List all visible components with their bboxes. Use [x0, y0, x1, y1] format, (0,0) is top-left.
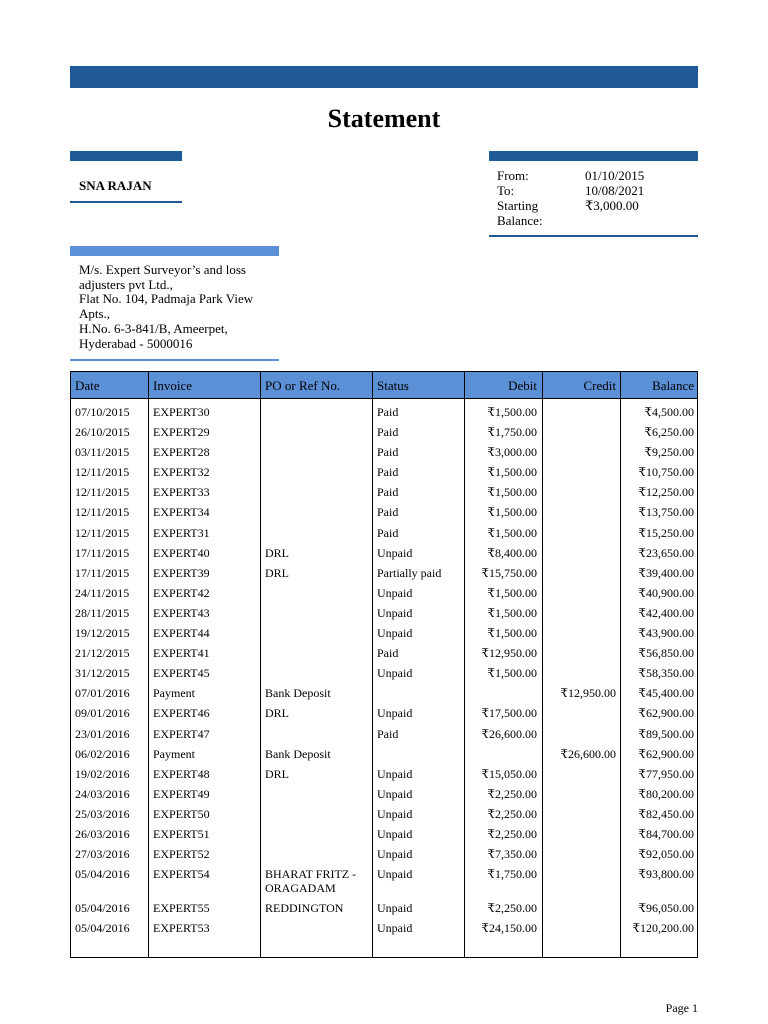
cell-date: 24/03/2016 [75, 786, 130, 801]
cell-status: Unpaid [377, 847, 413, 862]
cell-po-ref: DRL [265, 565, 289, 580]
header-credit: Credit [583, 378, 616, 393]
table-row [71, 403, 697, 423]
cell-balance: ₹13,750.00 [638, 505, 694, 520]
cell-debit: ₹1,500.00 [487, 465, 537, 480]
cell-status: Unpaid [377, 706, 413, 721]
cell-invoice: EXPERT49 [153, 786, 210, 801]
header-status: Status [377, 378, 409, 393]
cell-debit: ₹1,500.00 [487, 485, 537, 500]
table-row [71, 443, 697, 463]
cell-credit: ₹12,950.00 [560, 686, 616, 701]
cell-invoice: EXPERT55 [153, 900, 210, 915]
table-row [71, 564, 697, 584]
cell-status: Paid [377, 405, 399, 419]
cell-debit: ₹2,250.00 [487, 786, 537, 801]
cell-debit: ₹1,500.00 [487, 626, 537, 641]
cell-debit: ₹15,050.00 [481, 766, 537, 781]
cell-invoice: EXPERT29 [153, 425, 210, 440]
cell-balance: ₹40,900.00 [638, 585, 694, 600]
cell-invoice: EXPERT44 [153, 626, 210, 641]
cell-invoice: EXPERT34 [153, 505, 210, 520]
cell-balance: ₹89,500.00 [638, 726, 694, 741]
cell-debit: ₹2,250.00 [487, 826, 537, 841]
table-row [71, 684, 697, 704]
cell-debit: ₹2,250.00 [487, 806, 537, 821]
cell-balance: ₹62,900.00 [638, 746, 694, 761]
customer-underline [70, 201, 182, 203]
cell-status: Paid [377, 485, 399, 500]
cell-date: 09/01/2016 [75, 706, 130, 721]
table-row [71, 725, 697, 745]
table-row [71, 644, 697, 664]
starting-balance-label-2: Balance: [497, 213, 543, 228]
cell-date: 31/12/2015 [75, 666, 130, 681]
cell-date: 05/04/2016 [75, 920, 130, 935]
address-line: M/s. Expert Surveyor’s and loss [79, 262, 246, 277]
cell-invoice: Payment [153, 746, 195, 761]
cell-status: Paid [377, 646, 399, 661]
cell-date: 23/01/2016 [75, 726, 130, 741]
table-row [71, 624, 697, 644]
cell-invoice: EXPERT33 [153, 485, 210, 500]
table-row [71, 483, 697, 503]
header-balance: Balance [652, 378, 694, 393]
cell-balance: ₹4,500.00 [644, 405, 694, 419]
table-row [71, 919, 697, 939]
header-bar [70, 66, 698, 88]
cell-balance: ₹80,200.00 [638, 786, 694, 801]
cell-debit: ₹3,000.00 [487, 445, 537, 460]
cell-invoice: EXPERT45 [153, 666, 210, 681]
to-label: To: [497, 183, 515, 198]
table-header [71, 372, 697, 399]
cell-date: 19/02/2016 [75, 766, 130, 781]
cell-status: Paid [377, 505, 399, 520]
cell-status: Unpaid [377, 826, 413, 841]
header-invoice: Invoice [153, 378, 192, 393]
cell-balance: ₹15,250.00 [638, 525, 694, 540]
cell-date: 07/10/2015 [75, 405, 130, 419]
cell-date: 17/11/2015 [75, 545, 130, 560]
table-row [71, 785, 697, 805]
address-line: Hyderabad - 5000016 [79, 335, 193, 351]
cell-date: 27/03/2016 [75, 847, 130, 862]
cell-invoice: EXPERT43 [153, 605, 210, 620]
cell-invoice: EXPERT39 [153, 565, 210, 580]
page-number: Page 1 [665, 1001, 698, 1015]
cell-status: Unpaid [377, 900, 413, 915]
table-row [71, 463, 697, 483]
cell-debit: ₹1,500.00 [487, 585, 537, 600]
cell-status: Paid [377, 465, 399, 480]
starting-balance-label-1: Starting [497, 198, 539, 213]
cell-status: Paid [377, 726, 399, 741]
cell-balance: ₹45,400.00 [638, 686, 694, 701]
cell-date: 28/11/2015 [75, 605, 130, 620]
statement-info [497, 168, 695, 228]
cell-balance: ₹6,250.00 [644, 425, 694, 440]
info-underline [489, 235, 698, 237]
cell-date: 12/11/2015 [75, 525, 130, 540]
cell-debit: ₹15,750.00 [481, 565, 537, 580]
from-value: 01/10/2015 [585, 168, 645, 183]
cell-date: 26/10/2015 [75, 425, 130, 440]
table-row [71, 604, 697, 624]
cell-date: 21/12/2015 [75, 646, 130, 661]
cell-po-ref: BHARAT FRITZ - ORAGADAM [265, 867, 357, 896]
header-date: Date [75, 378, 100, 393]
cell-date: 12/11/2015 [75, 505, 130, 520]
table-body [71, 403, 697, 939]
starting-balance-value: ₹3,000.00 [585, 198, 639, 213]
table-row [71, 745, 697, 765]
cell-invoice: EXPERT53 [153, 920, 210, 935]
cell-status: Unpaid [377, 867, 413, 882]
to-value: 10/08/2021 [585, 183, 645, 198]
cell-debit: ₹12,950.00 [481, 646, 537, 661]
cell-invoice: EXPERT30 [153, 405, 210, 419]
cell-balance: ₹10,750.00 [638, 465, 694, 480]
cell-debit: ₹26,600.00 [481, 726, 537, 741]
page-title: Statement [327, 104, 441, 133]
cell-balance: ₹56,850.00 [638, 646, 694, 661]
table-row [71, 765, 697, 785]
table-row [71, 825, 697, 845]
cell-status: Unpaid [377, 786, 413, 801]
cell-balance: ₹23,650.00 [638, 545, 694, 560]
cell-invoice: EXPERT51 [153, 826, 210, 841]
table-row [71, 865, 697, 899]
statement-table [70, 371, 698, 958]
cell-balance: ₹39,400.00 [638, 565, 694, 580]
table-row [71, 503, 697, 523]
cell-debit: ₹7,350.00 [487, 847, 537, 862]
cell-date: 06/02/2016 [75, 746, 130, 761]
cell-invoice: EXPERT54 [153, 867, 210, 882]
cell-balance: ₹12,250.00 [638, 485, 694, 500]
address-line: Flat No. 104, Padmaja Park View [79, 291, 254, 307]
cell-invoice: EXPERT28 [153, 445, 210, 460]
cell-status: Paid [377, 445, 399, 460]
address-underline [70, 359, 279, 361]
cell-debit: ₹1,500.00 [487, 405, 537, 419]
cell-credit: ₹26,600.00 [560, 746, 616, 761]
cell-balance: ₹92,050.00 [638, 847, 694, 862]
cell-date: 05/04/2016 [75, 867, 130, 882]
cell-debit: ₹1,750.00 [487, 867, 537, 882]
cell-date: 24/11/2015 [75, 585, 130, 600]
cell-debit: ₹24,150.00 [481, 920, 537, 935]
cell-status: Paid [377, 425, 399, 440]
cell-date: 17/11/2015 [75, 565, 130, 580]
cell-date: 12/11/2015 [75, 485, 130, 500]
cell-date: 25/03/2016 [75, 806, 130, 821]
cell-date: 03/11/2015 [75, 445, 130, 460]
table-row [71, 524, 697, 544]
cell-balance: ₹42,400.00 [638, 605, 694, 620]
cell-invoice: EXPERT47 [153, 726, 210, 741]
address-bar [70, 246, 279, 256]
address-line: H.No. 6-3-841/B, Ameerpet, [79, 320, 228, 336]
cell-date: 19/12/2015 [75, 626, 130, 641]
cell-balance: ₹43,900.00 [638, 626, 694, 641]
cell-debit: ₹8,400.00 [487, 545, 537, 560]
cell-date: 26/03/2016 [75, 826, 130, 841]
cell-status: Unpaid [377, 545, 413, 560]
cell-invoice: EXPERT50 [153, 806, 210, 821]
cell-po-ref: DRL [265, 545, 289, 560]
table-row [71, 664, 697, 684]
cell-debit: ₹1,750.00 [487, 425, 537, 440]
table-row [71, 584, 697, 604]
cell-date: 07/01/2016 [75, 686, 130, 701]
cell-date: 05/04/2016 [75, 900, 130, 915]
cell-status: Unpaid [377, 920, 413, 935]
cell-date: 12/11/2015 [75, 465, 130, 480]
cell-debit: ₹2,250.00 [487, 900, 537, 915]
cell-balance: ₹93,800.00 [638, 867, 694, 882]
cell-po-ref: Bank Deposit [265, 686, 331, 701]
cell-invoice: EXPERT46 [153, 706, 210, 721]
cell-po-ref: DRL [265, 766, 289, 781]
cell-debit: ₹17,500.00 [481, 706, 537, 721]
cell-invoice: EXPERT41 [153, 646, 210, 661]
header-po-ref: PO or Ref No. [265, 378, 341, 393]
header-debit: Debit [508, 378, 537, 393]
cell-balance: ₹62,900.00 [638, 706, 694, 721]
cell-status: Unpaid [377, 666, 413, 681]
cell-status: Unpaid [377, 806, 413, 821]
cell-invoice: EXPERT52 [153, 847, 210, 862]
billing-address [79, 263, 275, 351]
address-line: adjusters pvt Ltd., [79, 276, 173, 292]
customer-name: SNA RAJAN [79, 178, 152, 193]
cell-status: Unpaid [377, 605, 413, 620]
cell-debit: ₹1,500.00 [487, 605, 537, 620]
cell-po-ref: DRL [265, 706, 289, 721]
cell-status: Unpaid [377, 626, 413, 641]
table-row [71, 899, 697, 919]
cell-po-ref: Bank Deposit [265, 746, 331, 761]
table-row [71, 544, 697, 564]
cell-invoice: Payment [153, 686, 195, 701]
table-row [71, 423, 697, 443]
cell-invoice: EXPERT40 [153, 545, 210, 560]
cell-invoice: EXPERT48 [153, 766, 210, 781]
cell-balance: ₹58,350.00 [638, 666, 694, 681]
table-row [71, 805, 697, 825]
cell-status: Paid [377, 525, 399, 540]
cell-balance: ₹9,250.00 [644, 445, 694, 460]
cell-debit: ₹1,500.00 [487, 666, 537, 681]
cell-status: Unpaid [377, 585, 413, 600]
cell-balance: ₹84,700.00 [638, 826, 694, 841]
cell-balance: ₹82,450.00 [638, 806, 694, 821]
cell-balance: ₹120,200.00 [632, 920, 694, 935]
cell-invoice: EXPERT32 [153, 465, 210, 480]
from-label: From: [497, 168, 529, 183]
cell-status: Unpaid [377, 766, 413, 781]
cell-invoice: EXPERT42 [153, 585, 210, 600]
cell-invoice: EXPERT31 [153, 525, 210, 540]
cell-po-ref: REDDINGTON [265, 900, 344, 915]
cell-debit: ₹1,500.00 [487, 505, 537, 520]
cell-status: Partially paid [377, 565, 442, 580]
table-row [71, 845, 697, 865]
customer-bar [70, 151, 182, 161]
address-line: Apts., [79, 306, 111, 322]
cell-balance: ₹77,950.00 [638, 766, 694, 781]
cell-debit: ₹1,500.00 [487, 525, 537, 540]
table-row [71, 704, 697, 724]
info-bar [489, 151, 698, 161]
cell-balance: ₹96,050.00 [638, 900, 694, 915]
